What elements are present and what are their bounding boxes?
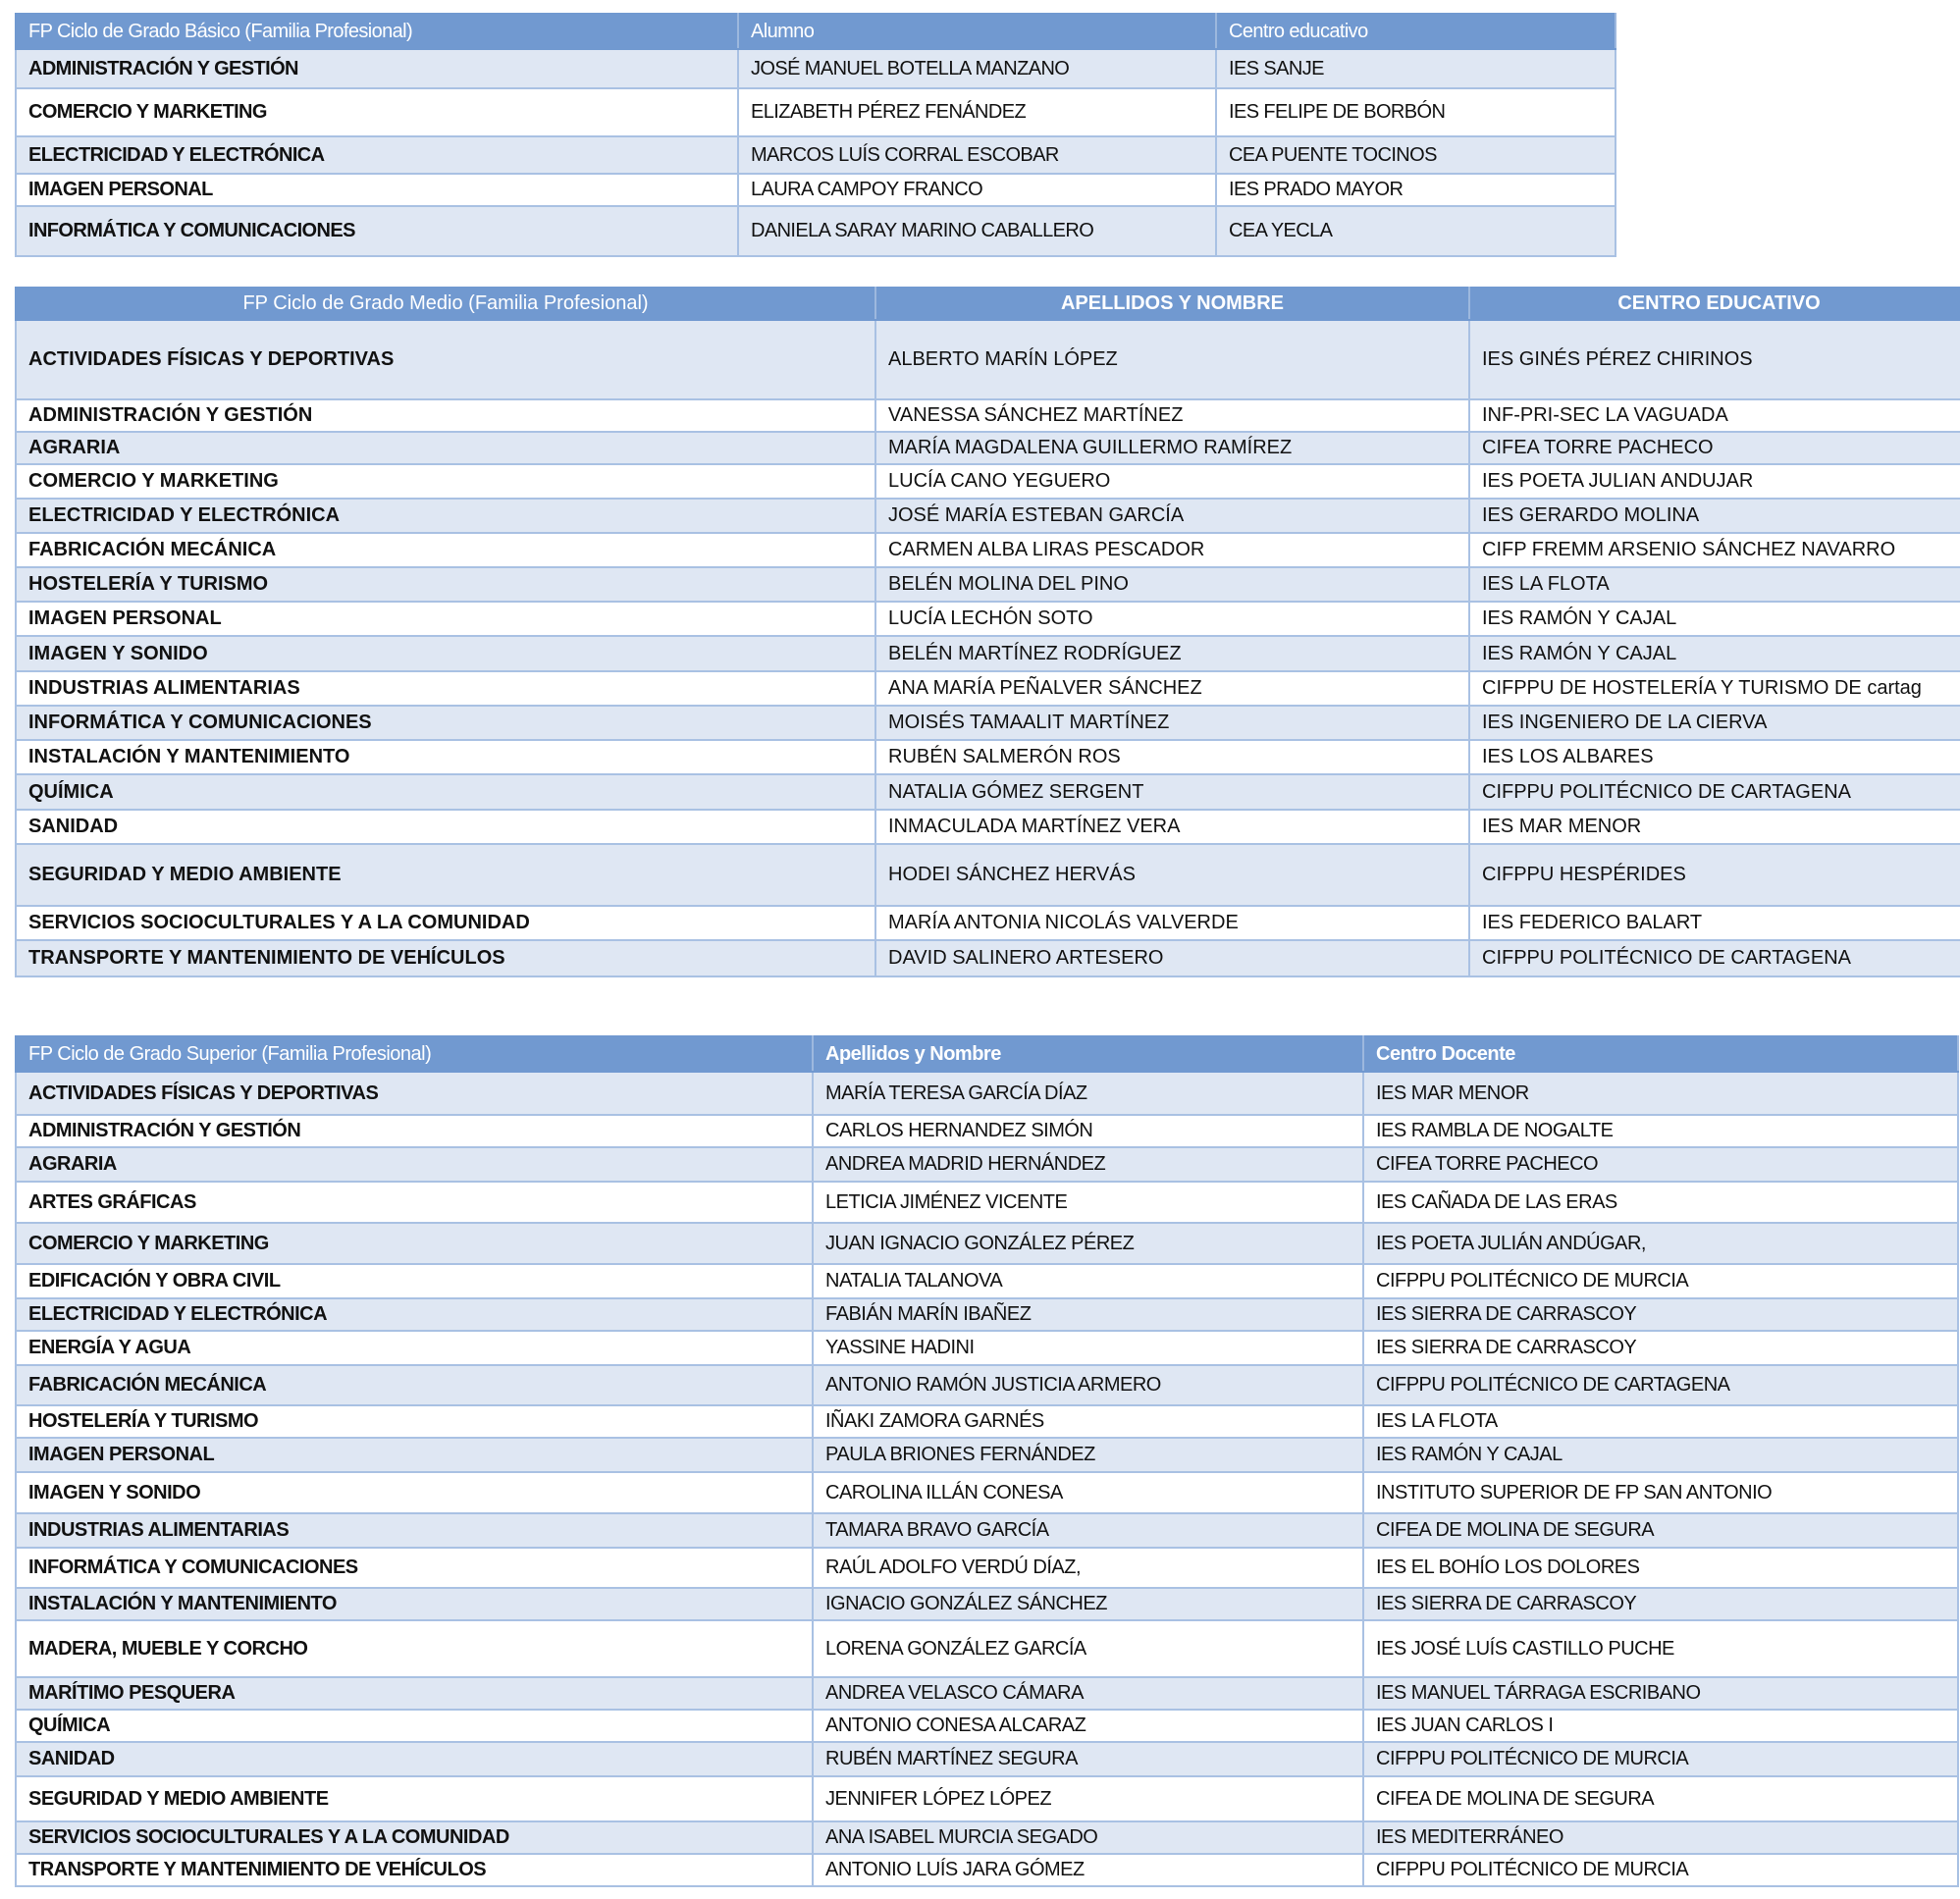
centro-cell: CIFPPU POLITÉCNICO DE CARTAGENA	[1363, 1365, 1958, 1405]
familia-cell: ACTIVIDADES FÍSICAS Y DEPORTIVAS	[16, 320, 875, 399]
centro-cell: IES PRADO MAYOR	[1216, 174, 1616, 206]
familia-cell: SANIDAD	[16, 810, 875, 844]
centro-cell: IES POETA JULIAN ANDUJAR	[1469, 464, 1960, 499]
familia-cell: ADMINISTRACIÓN Y GESTIÓN	[16, 399, 875, 432]
centro-cell: IES GINÉS PÉREZ CHIRINOS	[1469, 320, 1960, 399]
centro-cell: IES FEDERICO BALART	[1469, 906, 1960, 940]
familia-cell: ELECTRICIDAD Y ELECTRÓNICA	[16, 136, 738, 174]
familia-cell: SEGURIDAD Y MEDIO AMBIENTE	[16, 844, 875, 906]
familia-cell: IMAGEN PERSONAL	[16, 602, 875, 636]
familia-cell: MARÍTIMO PESQUERA	[16, 1677, 813, 1710]
familia-cell: INFORMÁTICA Y COMUNICACIONES	[16, 706, 875, 740]
alumno-cell: JENNIFER LÓPEZ LÓPEZ	[813, 1776, 1363, 1821]
table-row	[16, 1072, 1958, 1115]
table-row	[16, 602, 1960, 636]
centro-cell: CIFEA DE MOLINA DE SEGURA	[1363, 1513, 1958, 1548]
table-row	[16, 1438, 1958, 1472]
centro-cell: IES RAMÓN Y CAJAL	[1469, 636, 1960, 671]
alumno-cell: HODEI SÁNCHEZ HERVÁS	[875, 844, 1469, 906]
alumno-cell: INMACULADA MARTÍNEZ VERA	[875, 810, 1469, 844]
centro-cell: CIFEA DE MOLINA DE SEGURA	[1363, 1776, 1958, 1821]
alumno-cell: IÑAKI ZAMORA GARNÉS	[813, 1405, 1363, 1438]
table-row	[16, 1513, 1958, 1548]
table-row	[16, 1365, 1958, 1405]
alumno-cell: DAVID SALINERO ARTESERO	[875, 940, 1469, 976]
alumno-cell: ANA ISABEL MURCIA SEGADO	[813, 1821, 1363, 1854]
alumno-cell: IGNACIO GONZÁLEZ SÁNCHEZ	[813, 1588, 1363, 1620]
familia-cell: COMERCIO Y MARKETING	[16, 464, 875, 499]
centro-cell: IES SIERRA DE CARRASCOY	[1363, 1298, 1958, 1331]
table-row	[16, 1854, 1958, 1886]
table-row	[16, 1472, 1958, 1513]
familia-cell: MADERA, MUEBLE Y CORCHO	[16, 1620, 813, 1677]
familia-cell: IMAGEN Y SONIDO	[16, 636, 875, 671]
centro-cell: CIFPPU POLITÉCNICO DE CARTAGENA	[1469, 940, 1960, 976]
alumno-cell: CAROLINA ILLÁN CONESA	[813, 1472, 1363, 1513]
centro-cell: IES LA FLOTA	[1469, 567, 1960, 602]
alumno-cell: VANESSA SÁNCHEZ MARTÍNEZ	[875, 399, 1469, 432]
familia-cell: FABRICACIÓN MECÁNICA	[16, 1365, 813, 1405]
table-row	[16, 1298, 1958, 1331]
table-row	[16, 499, 1960, 533]
table-row	[16, 320, 1960, 399]
centro-cell: IES RAMÓN Y CAJAL	[1363, 1438, 1958, 1472]
table-row	[16, 1182, 1958, 1223]
centro-cell: IES SANJE	[1216, 49, 1616, 88]
table-row	[16, 1742, 1958, 1776]
centro-cell: CEA PUENTE TOCINOS	[1216, 136, 1616, 174]
alumno-cell: LORENA GONZÁLEZ GARCÍA	[813, 1620, 1363, 1677]
grado-basico-table	[15, 13, 1616, 257]
familia-cell: QUÍMICA	[16, 774, 875, 810]
alumno-cell: LUCÍA LECHÓN SOTO	[875, 602, 1469, 636]
table-row	[16, 1620, 1958, 1677]
header-apellidos-nombre: APELLIDOS Y NOMBRE	[875, 288, 1469, 320]
table-row	[16, 567, 1960, 602]
header-alumno: Alumno	[738, 14, 1216, 49]
alumno-cell: MARÍA ANTONIA NICOLÁS VALVERDE	[875, 906, 1469, 940]
alumno-cell: JOSÉ MARÍA ESTEBAN GARCÍA	[875, 499, 1469, 533]
table-row	[16, 432, 1960, 464]
table-row	[16, 533, 1960, 567]
alumno-cell: RAÚL ADOLFO VERDÚ DÍAZ,	[813, 1548, 1363, 1588]
familia-cell: SERVICIOS SOCIOCULTURALES Y A LA COMUNIDAD	[16, 1821, 813, 1854]
centro-cell: IES LA FLOTA	[1363, 1405, 1958, 1438]
table-row	[16, 1264, 1958, 1298]
familia-cell: INFORMÁTICA Y COMUNICACIONES	[16, 206, 738, 256]
centro-cell: CIFP FREMM ARSENIO SÁNCHEZ NAVARRO	[1469, 533, 1960, 567]
header-row	[16, 1036, 1958, 1072]
centro-cell: IES FELIPE DE BORBÓN	[1216, 88, 1616, 136]
table-row	[16, 1548, 1958, 1588]
centro-cell: CIFPPU POLITÉCNICO DE MURCIA	[1363, 1854, 1958, 1886]
table-row	[16, 906, 1960, 940]
table-row	[16, 940, 1960, 976]
alumno-cell: YASSINE HADINI	[813, 1331, 1363, 1365]
table-row	[16, 399, 1960, 432]
familia-cell: ENERGÍA Y AGUA	[16, 1331, 813, 1365]
alumno-cell: NATALIA GÓMEZ SERGENT	[875, 774, 1469, 810]
familia-cell: ARTES GRÁFICAS	[16, 1182, 813, 1223]
table-row	[16, 1710, 1958, 1742]
alumno-cell: BELÉN MOLINA DEL PINO	[875, 567, 1469, 602]
alumno-cell: LUCÍA CANO YEGUERO	[875, 464, 1469, 499]
alumno-cell: ANA MARÍA PEÑALVER SÁNCHEZ	[875, 671, 1469, 706]
familia-cell: ELECTRICIDAD Y ELECTRÓNICA	[16, 499, 875, 533]
alumno-cell: RUBÉN SALMERÓN ROS	[875, 740, 1469, 774]
centro-cell: IES POETA JULIÁN ANDÚGAR,	[1363, 1223, 1958, 1264]
centro-cell: IES MAR MENOR	[1469, 810, 1960, 844]
centro-cell: IES MAR MENOR	[1363, 1072, 1958, 1115]
table-row	[16, 636, 1960, 671]
centro-cell: IES EL BOHÍO LOS DOLORES	[1363, 1548, 1958, 1588]
centro-cell: IES MEDITERRÁNEO	[1363, 1821, 1958, 1854]
header-apellidos-nombre: Apellidos y Nombre	[813, 1036, 1363, 1072]
alumno-cell: MARÍA MAGDALENA GUILLERMO RAMÍREZ	[875, 432, 1469, 464]
centro-cell: CIFPPU POLITÉCNICO DE CARTAGENA	[1469, 774, 1960, 810]
table-row	[16, 810, 1960, 844]
familia-cell: INSTALACIÓN Y MANTENIMIENTO	[16, 740, 875, 774]
table-row	[16, 740, 1960, 774]
familia-cell: INDUSTRIAS ALIMENTARIAS	[16, 671, 875, 706]
familia-cell: INDUSTRIAS ALIMENTARIAS	[16, 1513, 813, 1548]
header-familia: FP Ciclo de Grado Básico (Familia Profesional)	[16, 14, 738, 49]
alumno-cell: ANTONIO LUÍS JARA GÓMEZ	[813, 1854, 1363, 1886]
alumno-cell: CARLOS HERNANDEZ SIMÓN	[813, 1115, 1363, 1147]
alumno-cell: ANTONIO RAMÓN JUSTICIA ARMERO	[813, 1365, 1363, 1405]
familia-cell: IMAGEN PERSONAL	[16, 1438, 813, 1472]
alumno-cell: BELÉN MARTÍNEZ RODRÍGUEZ	[875, 636, 1469, 671]
table-row	[16, 88, 1616, 136]
familia-cell: SANIDAD	[16, 1742, 813, 1776]
table-row	[16, 1677, 1958, 1710]
alumno-cell: LAURA CAMPOY FRANCO	[738, 174, 1216, 206]
alumno-cell: ANDREA VELASCO CÁMARA	[813, 1677, 1363, 1710]
familia-cell: ELECTRICIDAD Y ELECTRÓNICA	[16, 1298, 813, 1331]
familia-cell: EDIFICACIÓN Y OBRA CIVIL	[16, 1264, 813, 1298]
table-row	[16, 1115, 1958, 1147]
centro-cell: CIFEA TORRE PACHECO	[1469, 432, 1960, 464]
alumno-cell: LETICIA JIMÉNEZ VICENTE	[813, 1182, 1363, 1223]
familia-cell: IMAGEN PERSONAL	[16, 174, 738, 206]
alumno-cell: RUBÉN MARTÍNEZ SEGURA	[813, 1742, 1363, 1776]
table-row	[16, 464, 1960, 499]
grado-superior-table	[15, 1035, 1959, 1887]
familia-cell: COMERCIO Y MARKETING	[16, 1223, 813, 1264]
centro-cell: IES CAÑADA DE LAS ERAS	[1363, 1182, 1958, 1223]
table-row	[16, 136, 1616, 174]
header-row	[16, 288, 1960, 320]
alumno-cell: CARMEN ALBA LIRAS PESCADOR	[875, 533, 1469, 567]
centro-cell: IES JOSÉ LUÍS CASTILLO PUCHE	[1363, 1620, 1958, 1677]
table-row	[16, 1147, 1958, 1182]
centro-cell: IES MANUEL TÁRRAGA ESCRIBANO	[1363, 1677, 1958, 1710]
table-row	[16, 774, 1960, 810]
centro-cell: CIFPPU HESPÉRIDES	[1469, 844, 1960, 906]
header-row	[16, 14, 1616, 49]
alumno-cell: ALBERTO MARÍN LÓPEZ	[875, 320, 1469, 399]
familia-cell: IMAGEN Y SONIDO	[16, 1472, 813, 1513]
alumno-cell: MARCOS LUÍS CORRAL ESCOBAR	[738, 136, 1216, 174]
header-familia: FP Ciclo de Grado Medio (Familia Profesional)	[16, 288, 875, 320]
familia-cell: SERVICIOS SOCIOCULTURALES Y A LA COMUNIDAD	[16, 906, 875, 940]
centro-cell: IES RAMÓN Y CAJAL	[1469, 602, 1960, 636]
familia-cell: HOSTELERÍA Y TURISMO	[16, 1405, 813, 1438]
centro-cell: IES RAMBLA DE NOGALTE	[1363, 1115, 1958, 1147]
header-centro: Centro Docente	[1363, 1036, 1958, 1072]
familia-cell: INFORMÁTICA Y COMUNICACIONES	[16, 1548, 813, 1588]
alumno-cell: MARÍA TERESA GARCÍA DÍAZ	[813, 1072, 1363, 1115]
familia-cell: COMERCIO Y MARKETING	[16, 88, 738, 136]
table-row	[16, 1331, 1958, 1365]
table-row	[16, 1588, 1958, 1620]
centro-cell: IES SIERRA DE CARRASCOY	[1363, 1331, 1958, 1365]
centro-cell: IES LOS ALBARES	[1469, 740, 1960, 774]
familia-cell: ADMINISTRACIÓN Y GESTIÓN	[16, 1115, 813, 1147]
familia-cell: TRANSPORTE Y MANTENIMIENTO DE VEHÍCULOS	[16, 940, 875, 976]
alumno-cell: FABIÁN MARÍN IBAÑEZ	[813, 1298, 1363, 1331]
alumno-cell: ELIZABETH PÉREZ FENÁNDEZ	[738, 88, 1216, 136]
familia-cell: INSTALACIÓN Y MANTENIMIENTO	[16, 1588, 813, 1620]
table-row	[16, 1821, 1958, 1854]
centro-cell: CEA YECLA	[1216, 206, 1616, 256]
table-row	[16, 1405, 1958, 1438]
table-row	[16, 1223, 1958, 1264]
alumno-cell: PAULA BRIONES FERNÁNDEZ	[813, 1438, 1363, 1472]
centro-cell: IES INGENIERO DE LA CIERVA	[1469, 706, 1960, 740]
header-centro: CENTRO EDUCATIVO	[1469, 288, 1960, 320]
centro-cell: CIFPPU POLITÉCNICO DE MURCIA	[1363, 1742, 1958, 1776]
centro-cell: INF-PRI-SEC LA VAGUADA	[1469, 399, 1960, 432]
familia-cell: ADMINISTRACIÓN Y GESTIÓN	[16, 49, 738, 88]
alumno-cell: ANDREA MADRID HERNÁNDEZ	[813, 1147, 1363, 1182]
table-row	[16, 706, 1960, 740]
centro-cell: IES SIERRA DE CARRASCOY	[1363, 1588, 1958, 1620]
alumno-cell: NATALIA TALANOVA	[813, 1264, 1363, 1298]
table-row	[16, 49, 1616, 88]
table-row	[16, 844, 1960, 906]
grado-medio-table	[15, 287, 1960, 977]
familia-cell: TRANSPORTE Y MANTENIMIENTO DE VEHÍCULOS	[16, 1854, 813, 1886]
centro-cell: CIFPPU POLITÉCNICO DE MURCIA	[1363, 1264, 1958, 1298]
centro-cell: IES GERARDO MOLINA	[1469, 499, 1960, 533]
alumno-cell: DANIELA SARAY MARINO CABALLERO	[738, 206, 1216, 256]
table-row	[16, 1776, 1958, 1821]
header-centro: Centro educativo	[1216, 14, 1616, 49]
alumno-cell: JOSÉ MANUEL BOTELLA MANZANO	[738, 49, 1216, 88]
alumno-cell: MOISÉS TAMAALIT MARTÍNEZ	[875, 706, 1469, 740]
familia-cell: QUÍMICA	[16, 1710, 813, 1742]
table-row	[16, 206, 1616, 256]
alumno-cell: ANTONIO CONESA ALCARAZ	[813, 1710, 1363, 1742]
familia-cell: HOSTELERÍA Y TURISMO	[16, 567, 875, 602]
centro-cell: CIFEA TORRE PACHECO	[1363, 1147, 1958, 1182]
familia-cell: FABRICACIÓN MECÁNICA	[16, 533, 875, 567]
alumno-cell: JUAN IGNACIO GONZÁLEZ PÉREZ	[813, 1223, 1363, 1264]
header-familia: FP Ciclo de Grado Superior (Familia Profesional)	[16, 1036, 813, 1072]
alumno-cell: TAMARA BRAVO GARCÍA	[813, 1513, 1363, 1548]
centro-cell: CIFPPU DE HOSTELERÍA Y TURISMO DE cartag	[1469, 671, 1960, 706]
centro-cell: IES JUAN CARLOS I	[1363, 1710, 1958, 1742]
familia-cell: AGRARIA	[16, 432, 875, 464]
familia-cell: AGRARIA	[16, 1147, 813, 1182]
familia-cell: ACTIVIDADES FÍSICAS Y DEPORTIVAS	[16, 1072, 813, 1115]
familia-cell: SEGURIDAD Y MEDIO AMBIENTE	[16, 1776, 813, 1821]
table-row	[16, 671, 1960, 706]
centro-cell: INSTITUTO SUPERIOR DE FP SAN ANTONIO	[1363, 1472, 1958, 1513]
table-row	[16, 174, 1616, 206]
